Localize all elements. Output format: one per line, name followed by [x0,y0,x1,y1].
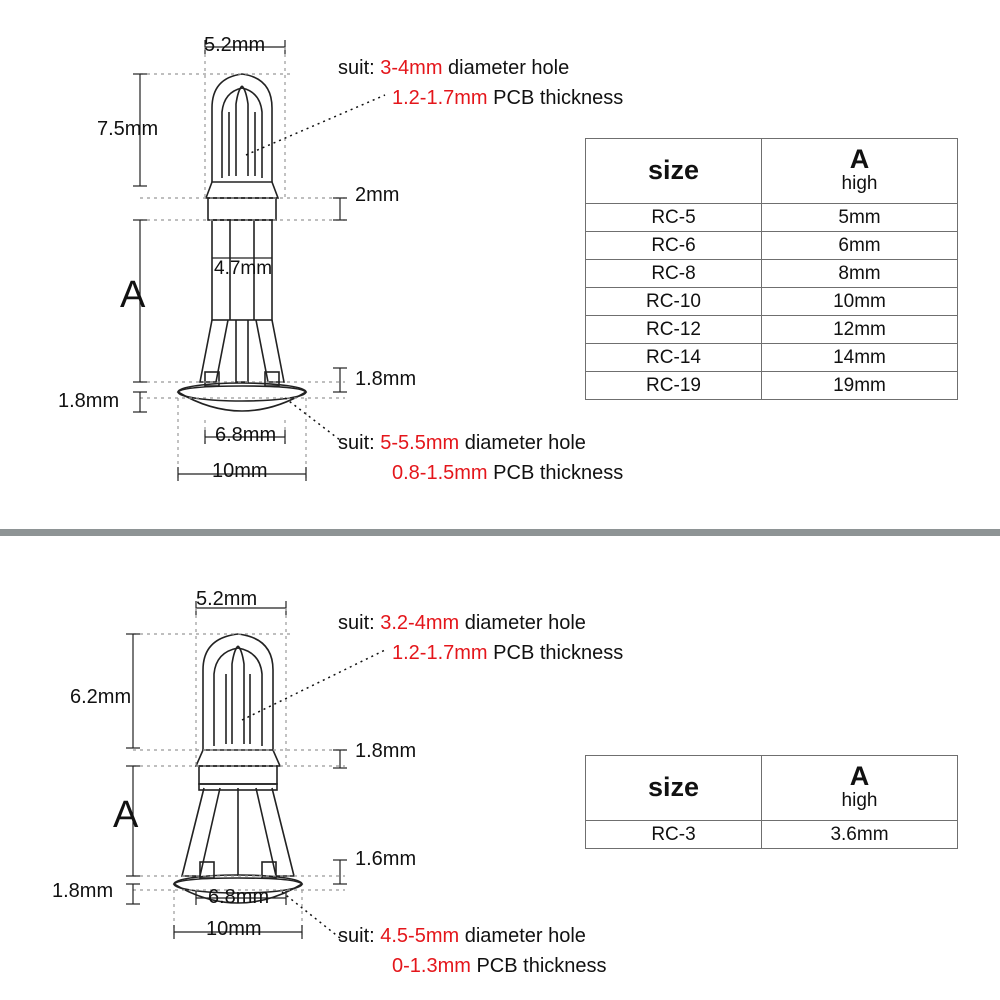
callout-top-line1 [338,612,586,635]
callout-bottom-hole: 5-5.5mm [380,432,460,454]
dim-base-outer: 10mm [212,460,268,482]
callout-top-line2 [392,87,623,110]
dim-base-outer: 10mm [206,918,262,940]
callout-bottom-hole-suffix: diameter hole [464,925,586,947]
callout-top-line1 [338,57,569,80]
leg-center [236,320,248,382]
dim-head-width: 5.2mm [204,34,266,56]
callout-bottom-line1 [338,925,586,948]
header-a-sublabel: high [841,790,878,812]
head-flange [196,750,280,766]
cell-a: 5mm [762,204,958,232]
callout-top-thickness-suffix: PCB thickness [493,87,624,109]
callout-top-hole: 3.2-4mm [380,612,460,634]
dim-collar: 1.8mm [355,740,417,762]
section-divider [0,529,1000,536]
callout-top-hole: 3-4mm [380,57,443,79]
callout-bottom-line2 [392,955,607,978]
callout-bottom-line1 [338,432,586,455]
cell-a: 12mm [762,316,958,344]
cell-a: 19mm [762,372,958,400]
dim-a-label: A [113,794,139,836]
cell-size: RC-12 [586,316,762,344]
spec-table-top [585,138,958,400]
cell-a: 8mm [762,260,958,288]
table-row [586,316,958,344]
callout-top-hole-suffix: diameter hole [464,612,586,634]
dim-base-thickness: 1.8mm [58,390,120,412]
cell-size: RC-14 [586,344,762,372]
header-size [586,139,762,204]
callout-top-thickness: 1.2-1.7mm [392,642,488,664]
cell-size: RC-6 [586,232,762,260]
table-row [586,260,958,288]
cell-a: 3.6mm [762,821,958,849]
cell-a: 6mm [762,232,958,260]
dim-head-height: 6.2mm [70,686,132,708]
cell-size: RC-10 [586,288,762,316]
table-header-row [586,139,958,204]
dim-leg-step: 1.6mm [355,848,417,870]
callout-top-thickness: 1.2-1.7mm [392,87,488,109]
cell-size: RC-19 [586,372,762,400]
header-a-label: A [849,761,870,791]
callout-top-thickness-suffix: PCB thickness [493,642,624,664]
cell-size: RC-3 [586,821,762,849]
callout-top-hole-suffix: diameter hole [448,57,570,79]
diagram-panel-bottom [0,540,1000,1000]
header-a-sublabel: high [841,173,878,195]
header-size [586,756,762,821]
table-row [586,344,958,372]
dim-base-inner: 6.8mm [208,886,270,908]
table-header-row [586,756,958,821]
dim-leg-step: 1.8mm [355,368,417,390]
dim-body-width: 4.7mm [214,258,273,279]
spec-table-bottom [585,755,958,849]
callout-bottom-line2 [392,462,623,485]
callout-bottom-thickness: 0.8-1.5mm [392,462,488,484]
callout-bottom-prefix: suit: [338,925,375,947]
table-row [586,821,958,849]
callout-bottom-thickness: 0-1.3mm [392,955,471,977]
header-size-label: size [647,771,700,802]
table-row [586,288,958,316]
dim-collar: 2mm [355,184,400,206]
table-row [586,204,958,232]
callout-top-prefix: suit: [338,57,375,79]
dim-base-inner: 6.8mm [215,424,277,446]
cell-size: RC-5 [586,204,762,232]
header-a [762,756,958,821]
callout-bottom-thickness-suffix: PCB thickness [493,462,624,484]
head-flange [206,182,278,198]
table-row [586,372,958,400]
dim-head-height: 7.5mm [97,118,159,140]
cell-size: RC-8 [586,260,762,288]
head-outline [212,74,272,182]
dim-a-label: A [120,274,146,316]
table-row [586,232,958,260]
callout-top-prefix: suit: [338,612,375,634]
callout-bottom-thickness-suffix: PCB thickness [476,955,607,977]
header-size-label: size [647,154,700,185]
callout-bottom-prefix: suit: [338,432,375,454]
callout-bottom-hole-suffix: diameter hole [464,432,586,454]
collar [208,198,276,220]
cell-a: 10mm [762,288,958,316]
header-a [762,139,958,204]
cell-a: 14mm [762,344,958,372]
dim-head-width: 5.2mm [196,588,258,610]
callout-top-line2 [392,642,623,665]
dim-base-thickness: 1.8mm [52,880,114,902]
callout-bottom-hole: 4.5-5mm [380,925,460,947]
collar [199,766,277,784]
header-a-label: A [849,144,870,174]
